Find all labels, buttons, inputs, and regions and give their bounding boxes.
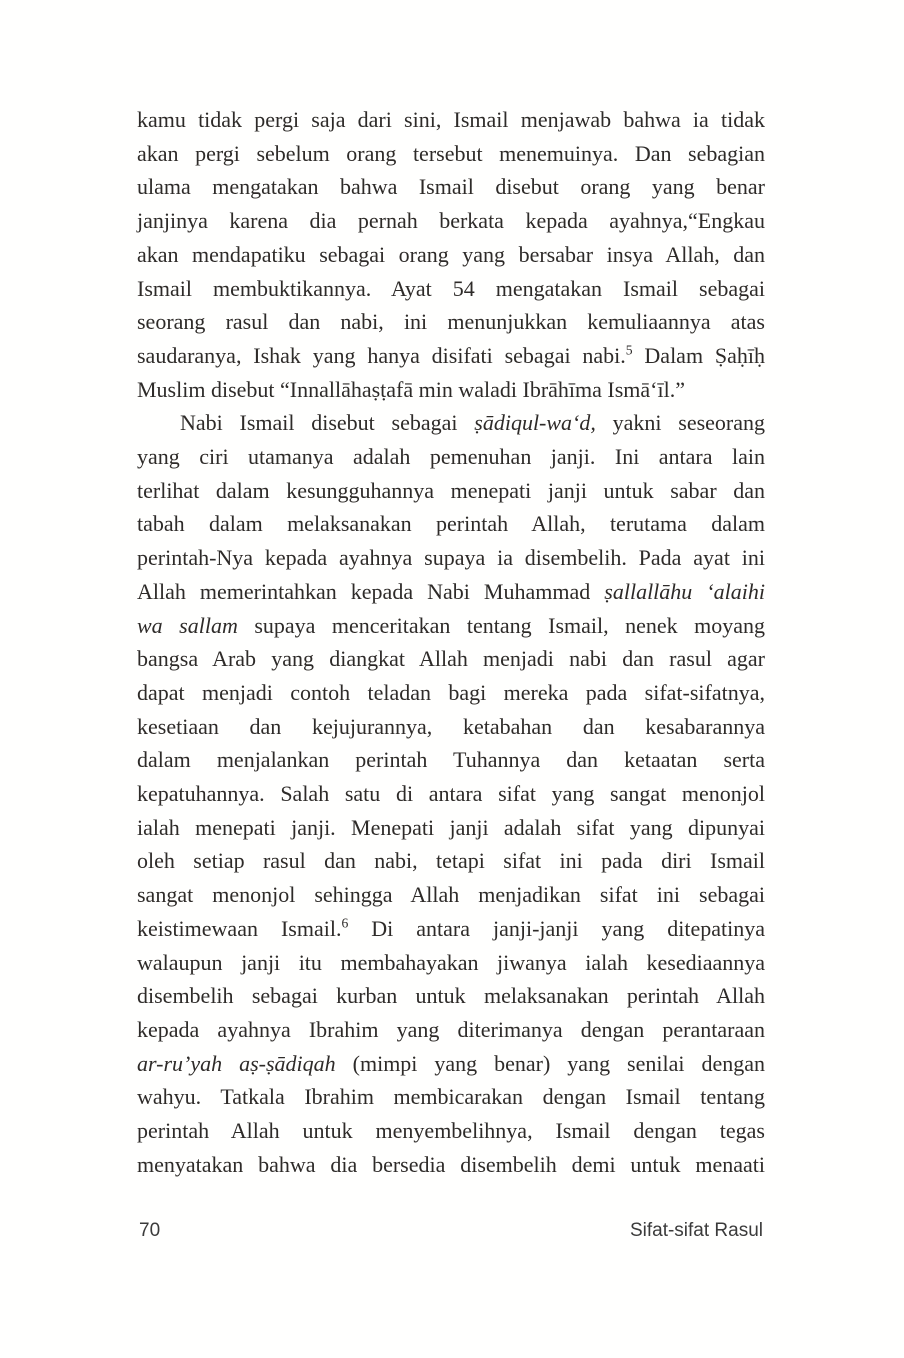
text-segment: kepada ayahnya Ibrahim yang diterimanya dengan perantaraan [137,1016,765,1042]
text-line [137,373,765,407]
text-line [137,743,765,777]
text-segment: walaupun janji itu membahayakan jiwanya ialah kesediaannya [137,949,765,975]
text-line [137,609,765,643]
text-line [137,642,765,676]
text-segment: ialah menepati janji. Menepati janji adalah sifat yang dipunyai [137,814,765,840]
paragraph [137,406,765,1181]
text-line [137,339,765,373]
text-line [137,137,765,171]
text-segment: saudaranya, Ishak yang hanya disifati sebagai nabi. [137,342,626,368]
text-line [137,474,765,508]
text-line [137,912,765,946]
text-line [137,204,765,238]
text-segment: keistimewaan Ismail. [137,915,342,941]
text-segment: supaya menceritakan tentang Ismail, nenek moyang [237,612,765,638]
text-line [137,844,765,878]
text-segment: akan mendapatiku sebagai orang yang bersabar insya Allah, dan [137,241,765,267]
text-line [137,1148,765,1182]
text-segment: janjinya karena dia pernah berkata kepada ayahnya,“Engkau [137,208,765,234]
text-line [137,170,765,204]
text-line [137,777,765,811]
text-line [137,1114,765,1148]
italic-text: ṣādiqul-wa‘d, [474,410,596,436]
text-segment: dalam menjalankan perintah Tuhannya dan ketaatan serta [137,747,765,773]
text-segment: Ismail membuktikannya. Ayat 54 mengatakan Ismail sebagai [137,275,765,301]
text-line [137,406,765,440]
italic-text: wa sallam [137,612,238,638]
text-line [137,541,765,575]
text-line [137,440,765,474]
text-line [137,272,765,306]
text-segment: perintah-Nya kepada ayahnya supaya ia disembelih. Pada ayat ini [137,545,765,571]
italic-text: ar-ru’yah aṣ-ṣādiqah [137,1050,336,1076]
footnote-ref: 6 [341,915,349,931]
page-number: 70 [139,1220,161,1241]
text-segment: menyatakan bahwa dia bersedia disembelih demi untuk menaati [137,1151,765,1177]
paragraph [137,103,765,406]
text-segment: tabah dalam melaksanakan perintah Allah, terutama dalam [137,511,765,537]
text-segment: yang ciri utamanya adalah pemenuhan janji. Ini antara lain [137,444,765,470]
text-line [137,1080,765,1114]
text-segment: kepatuhannya. Salah satu di antara sifat yang sangat menonjol [137,781,765,807]
text-line [137,103,765,137]
footer [139,1220,763,1242]
text-segment: Nabi Ismail disebut sebagai [180,410,475,436]
body-text [137,103,765,1182]
text-line [137,1047,765,1081]
text-segment: ulama mengatakan bahwa Ismail disebut orang yang benar [137,174,765,200]
text-segment: sangat menonjol sehingga Allah menjadikan sifat ini sebagai [137,882,765,908]
text-line [137,1013,765,1047]
text-line [137,676,765,710]
text-segment: terlihat dalam kesungguhannya menepati janji untuk sabar dan [137,477,765,503]
text-segment: wahyu. Tatkala Ibrahim membicarakan dengan Ismail tentang [137,1084,765,1110]
text-segment: (mimpi yang benar) yang senilai dengan [335,1050,765,1076]
text-segment: akan pergi sebelum orang tersebut menemuinya. Dan sebagian [137,140,765,166]
text-segment: kamu tidak pergi saja dari sini, Ismail menjawab bahwa ia tidak [137,107,765,132]
text-line [137,238,765,272]
text-segment: kesetiaan dan kejujurannya, ketabahan dan kesabarannya [137,713,765,739]
text-line [137,979,765,1013]
text-segment: Di antara janji-janji yang ditepatinya [348,915,765,941]
text-line [137,811,765,845]
text-segment: seorang rasul dan nabi, ini menunjukkan kemuliaannya atas [137,309,765,335]
text-line [137,710,765,744]
italic-text: ṣallallāhu ‘alaihi [604,578,765,604]
text-line [137,946,765,980]
text-segment: yakni seseorang [595,410,766,436]
text-segment: dapat menjadi contoh teladan bagi mereka pada sifat-sifatnya, [137,679,765,705]
text-segment: Allah memerintahkan kepada Nabi Muhammad [137,578,605,604]
text-segment: Muslim disebut “Innallāhaṣṭafā min waladi Ibrāhīma Ismā‘īl.” [137,376,686,402]
text-line [137,507,765,541]
text-line [137,305,765,339]
text-segment: Dalam Ṣaḥīḥ [632,342,765,368]
running-title: Sifat-sifat Rasul [629,1220,763,1241]
text-line [137,878,765,912]
text-segment: perintah Allah untuk menyembelihnya, Ismail dengan tegas [137,1118,765,1144]
footnote-ref: 5 [625,342,633,358]
text-segment: bangsa Arab yang diangkat Allah menjadi nabi dan rasul agar [137,646,765,672]
text-segment: disembelih sebagai kurban untuk melaksanakan perintah Allah [137,983,765,1009]
text-segment: oleh setiap rasul dan nabi, tetapi sifat ini pada diri Ismail [137,848,765,874]
text-line [137,575,765,609]
